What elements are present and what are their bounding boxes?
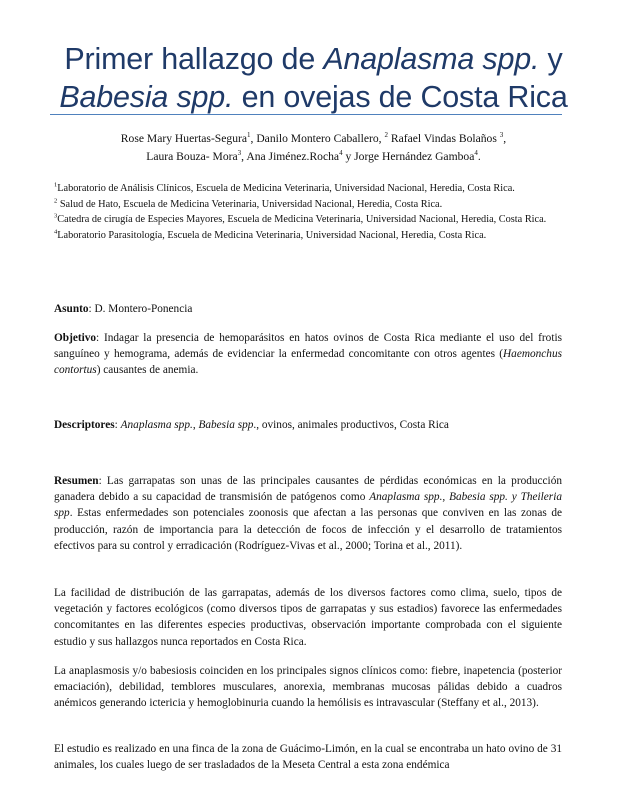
affiliation-mark: 4 (54, 228, 58, 236)
author-name: Jorge Hernández Gamboa (354, 150, 475, 163)
author-affiliation-mark: 1 (247, 131, 251, 140)
objetivo-text: ) causantes de anemia. (96, 364, 199, 377)
paper-title (40, 40, 587, 116)
author-separator: , (378, 132, 385, 145)
affiliation-item (54, 228, 558, 244)
descriptores-label: Descriptores (54, 419, 115, 431)
title-line-2 (40, 78, 587, 116)
resumen-text: . Estas enfermedades son potenciales zoonosis que afectan a las personas que conviven en las zonas de producción, razón de importancia para la detección de focos de infección y el desarrollo de tratamientos efectivos para su control y erradicación (Rodríguez-Vivas et al., 2000; Torina et al., 2011). (54, 507, 562, 552)
body-paragraph: La facilidad de distribución de las garrapatas, además de los diversos factores como clima, suelo, tipos de vegetación y factores ecológicos (como diversos tipos de garrapatas y sus estadios) favorece las enfermedades concomitantes en las diferentes especies productivas, observación importante comprobada con el siguiente estudio y sus hallazgos nunca reportados en Costa Rica. (54, 587, 562, 648)
affiliation-text: Laboratorio Parasitología, Escuela de Medicina Veterinaria, Universidad Nacional, Heredia, Costa Rica. (57, 229, 487, 241)
objetivo-text: : Indagar la presencia de hemoparásitos en hatos ovinos de Costa Rica mediante el uso del frotis sanguíneo y hemograma, además de evidenciar la enfermedad concomitante con otros agentes ( (54, 332, 562, 361)
title-line-1 (40, 40, 587, 78)
title-divider (50, 114, 562, 115)
descriptores-text: ., ovinos, animales productivos, Costa Rica (253, 419, 449, 431)
author-list (40, 130, 587, 166)
author-separator: , (241, 150, 247, 163)
author-line (40, 130, 587, 148)
title-italic-genus: Anaplasma spp. (323, 42, 540, 76)
affiliation-mark: 2 (54, 197, 58, 205)
resumen-label: Resumen (54, 475, 99, 487)
author-line (40, 148, 587, 166)
affiliation-item (54, 181, 558, 197)
author-name: Rose Mary Huertas-Segura (120, 132, 248, 145)
author-name: Ana Jiménez.Rocha (246, 150, 340, 163)
author-separator: , (250, 132, 257, 145)
author-affiliation-mark: 4 (474, 149, 478, 158)
asunto-label: Asunto (54, 303, 89, 315)
descriptores-separator: , (192, 419, 199, 431)
affiliation-list (54, 181, 558, 243)
asunto-text: : D. Montero-Ponencia (88, 303, 193, 315)
author-separator: y (342, 150, 355, 163)
title-italic-genus: Babesia spp. (59, 80, 234, 114)
author-name: Rafael Vindas Bolaños (390, 132, 497, 145)
author-separator: . (477, 150, 481, 163)
affiliation-item (54, 212, 558, 228)
author-affiliation-mark: 4 (339, 149, 343, 158)
author-affiliation-mark: 3 (237, 149, 242, 158)
affiliation-mark: 3 (54, 212, 58, 220)
author-affiliation-mark: 2 (384, 131, 388, 140)
author-name: Laura Bouza- Mora (146, 150, 238, 163)
body-paragraph: La anaplasmosis y/o babesiosis coinciden en los principales signos clínicos como: fiebre, inapetencia (posterior emaciación), debilidad, temblores musculares, anorexia, membranas mucosas pálidas debido a cuadros anémicos generando ictericia y hemoglobinuria cuando la hemólisis es intravascular (Steffany et al., 2013). (54, 665, 562, 710)
affiliation-text: Catedra de cirugía de Especies Mayores, Escuela de Medicina Veterinaria, Universidad Nacional, Heredia, Costa Rica. (57, 214, 547, 226)
title-text: en ovejas de Costa Rica (233, 80, 568, 114)
resumen-italic-genera: Anaplasma spp., Babesia spp. y Theileria spp (54, 491, 562, 520)
objetivo-italic-species: Haemonchus contortus (54, 348, 562, 377)
resumen-text: : Las garrapatas son unas de las principales causantes de pérdidas económicas en la producción ganadera debido a su capacidad de transmisión de patógenos como (54, 475, 562, 504)
descriptores-line (54, 417, 562, 433)
descriptores-italic-term: Anaplasma spp. (120, 419, 193, 431)
objetivo-paragraph (54, 330, 562, 379)
author-separator: , (503, 132, 507, 145)
objetivo-label: Objetivo (54, 332, 97, 344)
affiliation-text: Salud de Hato, Escuela de Medicina Veterinaria, Universidad Nacional, Heredia, Costa Rica. (57, 198, 443, 210)
title-text: y (539, 42, 563, 76)
affiliation-text: Laboratorio de Análisis Clínicos, Escuela de Medicina Veterinaria, Universidad Nacional, Heredia, Costa Rica. (57, 183, 515, 194)
affiliation-mark: 1 (54, 181, 58, 189)
asunto-line (54, 301, 562, 317)
descriptores-italic-term: Babesia spp (198, 419, 254, 431)
author-affiliation-mark: 3 (499, 131, 504, 140)
descriptores-separator: : (114, 419, 121, 431)
title-text: Primer hallazgo de (64, 42, 324, 76)
body-paragraph: El estudio es realizado en una finca de la zona de Guácimo-Limón, en la cual se encontraba un hato ovino de 31 animales, los cuales luego de ser trasladados de la Meseta Central a esta zona endémica (54, 743, 562, 772)
affiliation-item (54, 197, 558, 213)
resumen-paragraph (54, 473, 562, 554)
author-name: Danilo Montero Caballero (256, 132, 379, 145)
